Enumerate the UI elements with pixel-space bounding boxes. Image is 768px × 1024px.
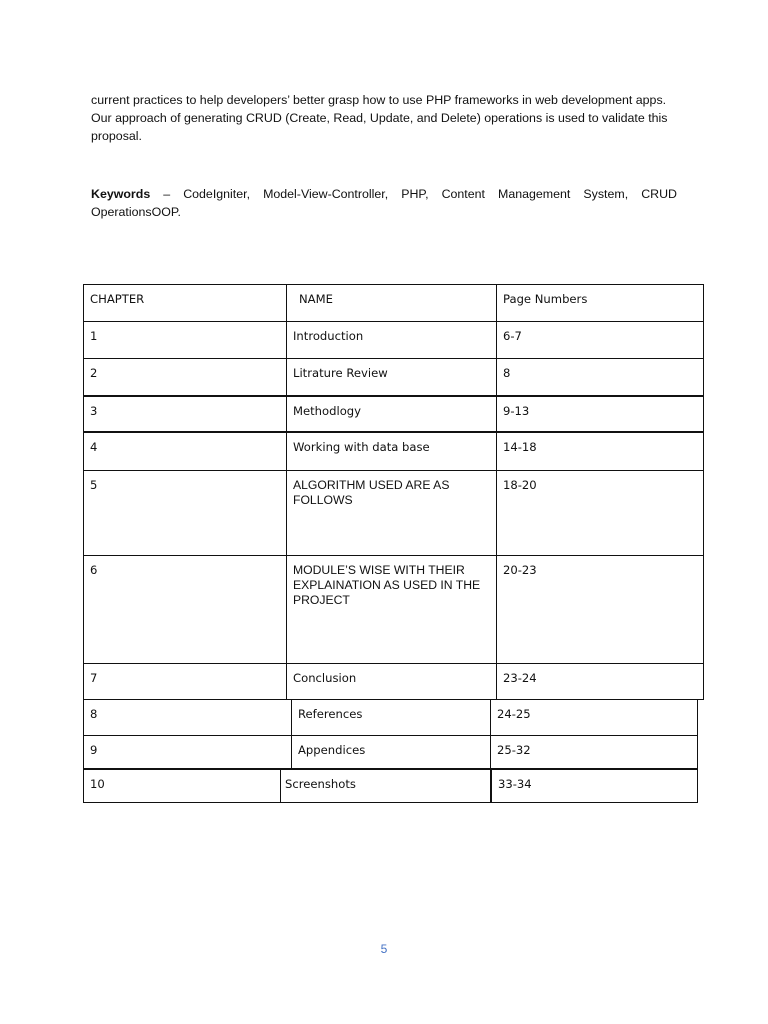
row-5-chapter: 5: [83, 470, 287, 556]
row-2-chapter: 2: [83, 358, 287, 396]
row-6-pages: 20-23: [496, 555, 704, 664]
row-9-chapter: 9: [83, 735, 292, 769]
row-5-name: ALGORITHM USED ARE AS FOLLOWS: [286, 470, 497, 556]
row-6-chapter: 6: [83, 555, 287, 664]
keywords-label: Keywords: [91, 187, 151, 201]
header-name: NAME: [286, 284, 497, 322]
header-chapter: CHAPTER: [83, 284, 287, 322]
page-number: 5: [380, 942, 388, 956]
intro-paragraph: current practices to help developers’ better grasp how to use PHP frameworks in web development apps. Our approach of generating CRUD (Create, Read, Update, and Delete) operations is used to validate this proposal.: [91, 93, 668, 143]
row-2-pages: 8: [496, 358, 704, 396]
row-2-name: Litrature Review: [286, 358, 497, 396]
row-1-name: Introduction: [286, 321, 497, 359]
header-page-numbers: Page Numbers: [496, 284, 704, 322]
row-8-name: References: [291, 699, 491, 736]
row-5-pages: 18-20: [496, 470, 704, 556]
row-9-pages: 25-32: [490, 735, 698, 769]
keywords-paragraph: [91, 185, 677, 221]
row-1-pages: 6-7: [496, 321, 704, 359]
row-10-name: Screenshots: [280, 768, 491, 803]
row-3-pages: 9-13: [496, 395, 704, 433]
row-10-chapter: 10: [83, 768, 281, 803]
row-8-pages: 24-25: [490, 699, 698, 736]
row-6-name: MODULE’S WISE WITH THEIR EXPLAINATION AS USED IN THE PROJECT: [286, 555, 497, 664]
row-4-pages: 14-18: [496, 431, 704, 471]
row-9-name: Appendices: [291, 735, 491, 769]
row-8-chapter: 8: [83, 699, 292, 736]
row-1-chapter: 1: [83, 321, 287, 359]
row-4-name: Working with data base: [286, 431, 497, 471]
row-4-chapter: 4: [83, 431, 287, 471]
row-3-chapter: 3: [83, 395, 287, 433]
row-3-name: Methodlogy: [286, 395, 497, 433]
row-7-pages: 23-24: [496, 663, 704, 700]
keywords-text: – CodeIgniter, Model-View-Controller, PHP, Content Management System, CRUD OperationsOOP.: [91, 187, 677, 219]
row-10-pages: 33-34: [490, 768, 698, 803]
row-7-name: Conclusion: [286, 663, 497, 700]
row-7-chapter: 7: [83, 663, 287, 700]
